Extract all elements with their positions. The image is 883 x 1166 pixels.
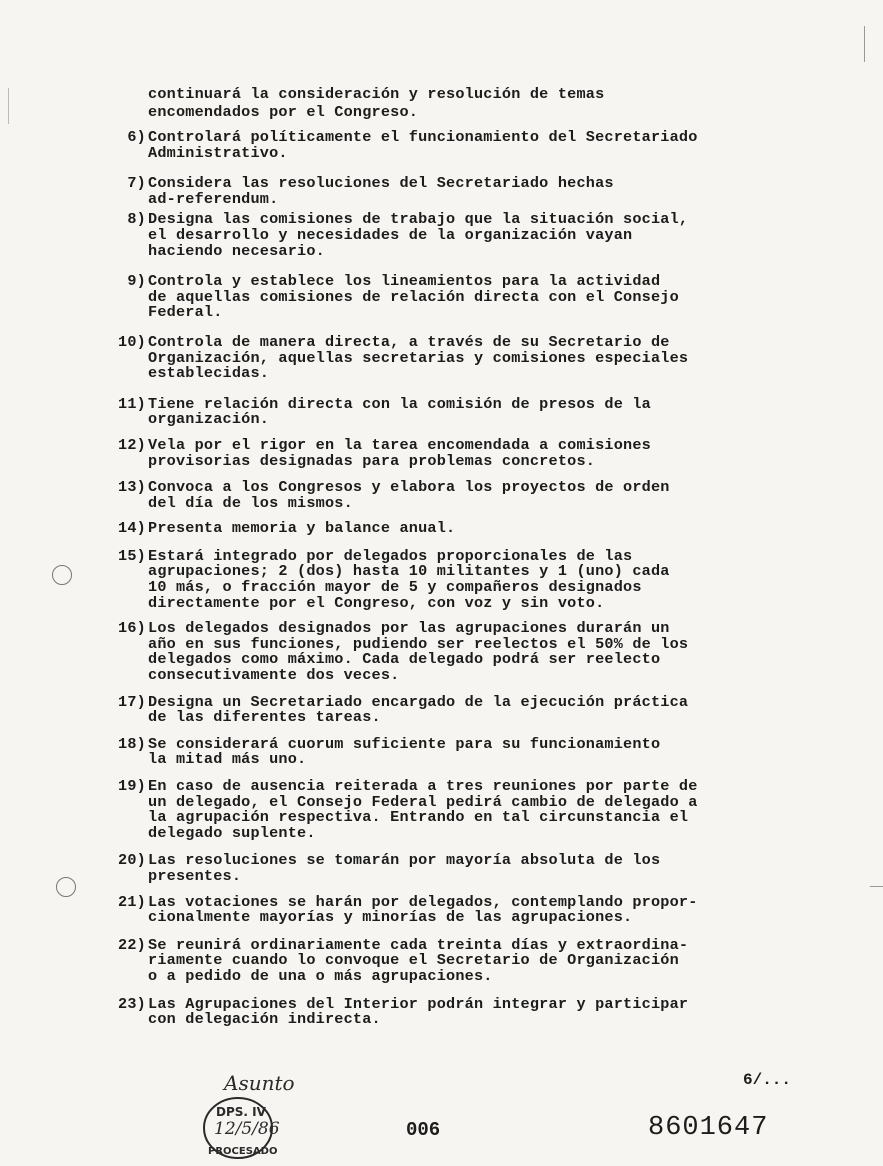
list-item [100, 394, 800, 429]
page-number: 006 [406, 1119, 441, 1141]
list-item [100, 274, 800, 321]
item-number: 21) [118, 892, 146, 911]
list-item [100, 176, 800, 207]
list-item [100, 692, 800, 727]
item-text: Los delegados designados por las agrupaciones durarán un año en sus funciones, pudiendo ser reelectos el 50% de los delegados como máximo. Cada delegado podrá ser reelecto consecutivamente dos veces. [148, 619, 689, 685]
item-number: 10) [118, 332, 146, 351]
item-text: Las Agrupaciones del Interior podrán integrar y participar con delegación indirecta. [148, 994, 689, 1029]
stamp-line-1: DPS. IV [216, 1105, 266, 1119]
item-number: 22) [118, 935, 146, 954]
item-text: Las votaciones se harán por delegados, contemplando propor- cionalmente mayorías y minorías de las agrupaciones. [148, 892, 698, 927]
item-text: Tiene relación directa con la comisión de presos de la organización. [148, 394, 651, 429]
item-number: 12) [118, 435, 146, 454]
margin-line [870, 886, 883, 887]
item-number: 11) [118, 394, 146, 413]
list-item [100, 546, 800, 612]
item-text: Designa las comisiones de trabajo que la situación social, el desarrollo y necesidades de la organización vayan haciendo necesario. [148, 210, 689, 260]
margin-line [8, 88, 9, 124]
stamp-line-2: 12/5/86 [214, 1119, 280, 1139]
item-number: 8) [127, 210, 146, 229]
item-text: Las resoluciones se tomarán por mayoría absoluta de los presentes. [148, 851, 661, 885]
list-item [100, 994, 800, 1029]
item-number: 17) [118, 692, 146, 711]
numbered-list [100, 130, 800, 1028]
item-text: Controlará políticamente el funcionamiento del Secretariado Administrativo. [148, 128, 698, 162]
item-text: Designa un Secretariado encargado de la ejecución práctica de las diferentes tareas. [148, 692, 689, 727]
list-item [100, 212, 800, 259]
item-text: En caso de ausencia reiterada a tres reuniones por parte de un delegado, el Consejo Federal pedirá cambio de delegado a la agrupación respectiva. Entrando en tal circunstancia el delegado suplente. [148, 777, 698, 842]
list-item [100, 621, 800, 683]
item-text: Estará integrado por delegados proporcionales de las agrupaciones; 2 (dos) hasta 10 militantes y 1 (uno) cada 10 más, o fracción mayor de 5 y compañeros designados directamente por el Congreso, con voz y sin voto. [148, 546, 670, 612]
item-text: Considera las resoluciones del Secretariado hechas ad-referendum. [148, 174, 614, 208]
item-number: 16) [118, 619, 146, 638]
item-number: 13) [118, 478, 146, 497]
item-text: Convoca a los Congresos y elabora los proyectos de orden del día de los mismos. [148, 478, 670, 512]
list-item [100, 892, 800, 927]
item-text: Presenta memoria y balance anual. [148, 519, 456, 538]
item-number: 14) [118, 519, 146, 538]
punch-hole [52, 565, 72, 585]
list-item [100, 521, 800, 537]
list-item [100, 935, 800, 985]
item-text: Controla y establece los lineamientos para la actividad de aquellas comisiones de relación directa con el Consejo Federal. [148, 272, 679, 322]
item-number: 18) [118, 734, 146, 753]
item-number: 19) [118, 777, 146, 795]
list-item [100, 480, 800, 511]
list-item [100, 779, 800, 841]
document-code: 8601647 [648, 1113, 769, 1143]
item-text: Vela por el rigor en la tarea encomendada a comisiones provisorias designadas para problemas concretos. [148, 435, 651, 470]
processed-stamp [200, 1068, 320, 1163]
item-number: 7) [127, 174, 146, 193]
stamp-handwritten: Asunto [224, 1071, 295, 1095]
list-item [100, 130, 800, 161]
item-number: 9) [127, 272, 146, 291]
item-number: 20) [118, 851, 146, 870]
item-number: 15) [118, 546, 146, 565]
list-item [100, 332, 800, 383]
punch-hole [56, 877, 76, 897]
list-item [100, 734, 800, 769]
list-item [100, 435, 800, 470]
item-text: Controla de manera directa, a través de su Secretario de Organización, aquellas secretarias y comisiones especiales establecidas. [148, 332, 689, 383]
item-number: 6) [127, 128, 146, 146]
list-item [100, 853, 800, 884]
item-text: Se considerará cuorum suficiente para su funcionamiento la mitad más uno. [148, 734, 661, 769]
intro-paragraph: continuará la consideración y resolución de temas encomendados por el Congreso. [148, 85, 605, 121]
continuation-marker: 6/... [742, 1071, 791, 1089]
stamp-line-3: PROCESADO [208, 1146, 278, 1157]
item-number: 23) [118, 994, 146, 1013]
item-text: Se reunirá ordinariamente cada treinta días y extraordina- riamente cuando lo convoque el Secretario de Organización o a pedido de una o más agrupaciones. [148, 935, 689, 985]
margin-line [864, 26, 865, 62]
